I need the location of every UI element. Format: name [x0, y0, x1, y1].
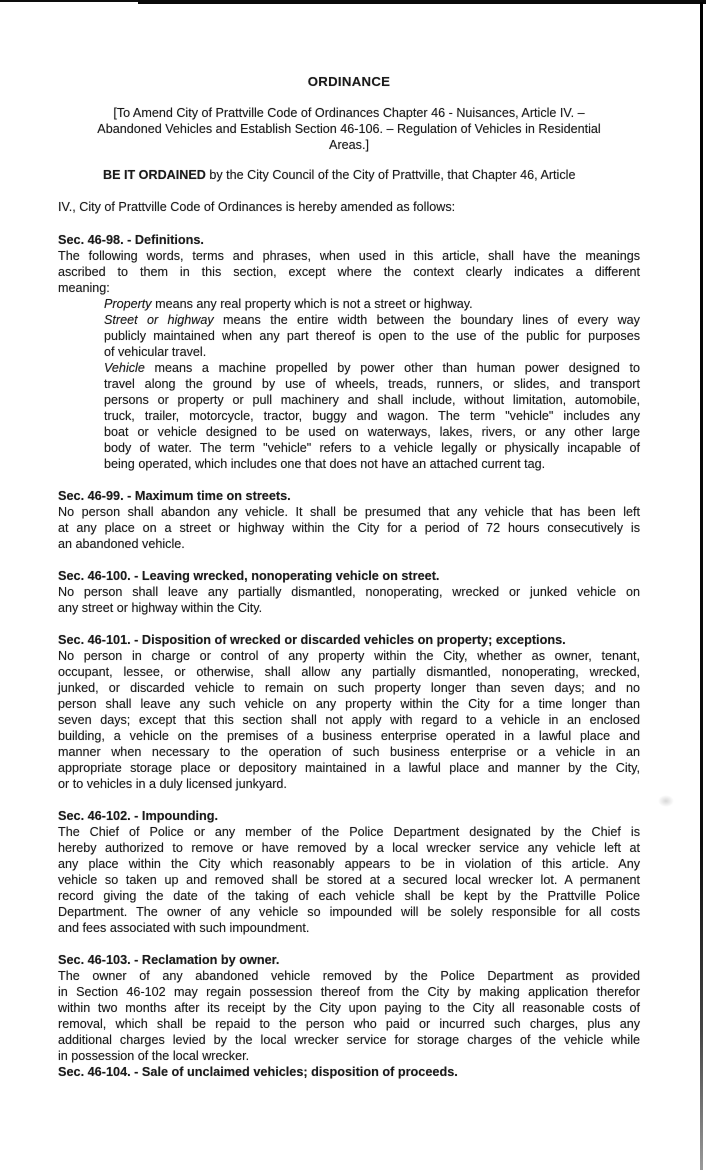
- section-heading: Sec. 46-103. - Reclamation by owner.: [58, 953, 280, 967]
- enacting-clause-line-2: IV., City of Prattville Code of Ordinances is hereby amended as follows:: [58, 200, 456, 214]
- defined-term: Property: [104, 297, 152, 311]
- section: [58, 632, 640, 792]
- paragraph: [58, 968, 640, 1064]
- text-line: The Chief of Police or any member of the Police Department designated by the Chief is: [58, 825, 640, 839]
- text-line: ascribed to them in this section, except where the context clearly indicates a different: [58, 265, 640, 279]
- section: [58, 952, 640, 1064]
- text-line: record giving the date of the taking of each vehicle shall be kept by the Prattville Police: [58, 889, 640, 903]
- text-line: Vehicle means a machine propelled by power other than human power designed to: [104, 361, 640, 375]
- text-line: Street or highway means the entire width between the boundary lines of every way: [104, 313, 640, 327]
- sections: [58, 232, 640, 1080]
- defined-term: Street or highway: [104, 313, 214, 327]
- section-heading: Sec. 46-102. - Impounding.: [58, 809, 219, 823]
- text-line: persons or property or pull machinery and shall include, without limitation, automobile,: [104, 393, 640, 407]
- text-line: junked, or discarded vehicle to remain on such property longer than seven days; and no: [58, 681, 640, 695]
- text-line: Department. The owner of any vehicle so impounded will be solely responsible for all costs: [58, 905, 640, 919]
- section-heading: Sec. 46-98. - Definitions.: [58, 233, 204, 247]
- text-line: meaning:: [58, 281, 110, 295]
- text-line: boat or vehicle designed to be used on waterways, lakes, rivers, or any other large: [104, 425, 640, 439]
- text-line: and fees associated with such impoundment.: [58, 921, 310, 935]
- defined-term: Vehicle: [104, 361, 145, 375]
- text-line: or to vehicles in a duly licensed junkyard.: [58, 777, 287, 791]
- paragraph: [58, 504, 640, 552]
- text-line: The following words, terms and phrases, when used in this article, shall have the meanings: [58, 249, 640, 263]
- preamble: [58, 105, 640, 153]
- paragraph: [58, 248, 640, 296]
- text-line: any place within the City which reasonably appears to be in violation of this article. Any: [58, 857, 640, 871]
- enacting-clause-line-1: [58, 167, 640, 183]
- text-line: additional charges levied by the local wrecker service for storage charges of the vehicle while: [58, 1033, 640, 1047]
- scan-smudge: [658, 795, 674, 807]
- text-line: truck, trailer, motorcycle, tractor, buggy and wagon. The term "vehicle" includes any: [104, 409, 640, 423]
- section: [58, 1064, 640, 1080]
- text-line: person shall leave any such vehicle on any property within the City for a time longer than: [58, 697, 640, 711]
- text-line: Property means any real property which is not a street or highway.: [104, 297, 473, 311]
- text-line: body of water. The term "vehicle" refers to a vehicle legally or physically incapable of: [104, 441, 640, 455]
- section: [58, 568, 640, 616]
- text-line: No person shall abandon any vehicle. It shall be presumed that any vehicle that has been left: [58, 505, 640, 519]
- text-line: being operated, which includes one that does not have an attached current tag.: [104, 457, 546, 471]
- paragraph: [58, 824, 640, 936]
- section-heading: Sec. 46-99. - Maximum time on streets.: [58, 489, 291, 503]
- preamble-line: [To Amend City of Prattville Code of Ordinances Chapter 46 - Nuisances, Article IV. –: [113, 106, 585, 120]
- text-line: occupant, lessee, or otherwise, shall allow any partially dismantled, nonoperating, wrecked,: [58, 665, 640, 679]
- text-line: building, a vehicle on the premises of a business enterprise operated in a lawful place and: [58, 729, 640, 743]
- text-line: an abandoned vehicle.: [58, 537, 185, 551]
- text-line: No person shall leave any partially dismantled, nonoperating, wrecked or junked vehicle on: [58, 585, 640, 599]
- text-line: appropriate storage place or depository maintained in a lawful place and manner by the City,: [58, 761, 640, 775]
- text-line: publicly maintained when any part thereof is open to the use of the public for purposes: [104, 329, 640, 343]
- text-line: travel along the ground by use of wheels, treads, runners, or slides, and transport: [104, 377, 640, 391]
- text-line: manner when necessary to the operation of such business enterprise or a vehicle in an: [58, 745, 640, 759]
- text-line: in Section 46-102 may regain possession thereof from the City by making application therefor: [58, 985, 640, 999]
- text-line: vehicle so taken up and removed shall be stored at a secured local wrecker lot. A permanent: [58, 873, 640, 887]
- paragraph: [58, 584, 640, 616]
- text-line: seven days; except that this section shall not apply with regard to a vehicle in an enclosed: [58, 713, 640, 727]
- paragraph: [58, 360, 640, 472]
- text-line: in possession of the local wrecker.: [58, 1049, 250, 1063]
- text-line: removal, which shall be repaid to the person who paid or incurred such charges, plus any: [58, 1017, 640, 1031]
- section-heading: Sec. 46-100. - Leaving wrecked, nonoperating vehicle on street.: [58, 569, 440, 583]
- section: [58, 488, 640, 552]
- section-heading: Sec. 46-104. - Sale of unclaimed vehicles; disposition of proceeds.: [58, 1065, 458, 1079]
- preamble-line: Areas.]: [329, 138, 369, 152]
- section-heading: Sec. 46-101. - Disposition of wrecked or discarded vehicles on property; exceptions.: [58, 633, 566, 647]
- text-line: The owner of any abandoned vehicle removed by the Police Department as provided: [58, 969, 640, 983]
- paragraph: [58, 648, 640, 792]
- document-content: [58, 0, 640, 1080]
- be-it-ordained-phrase: BE IT ORDAINED: [103, 168, 206, 182]
- paragraph: [58, 296, 640, 312]
- enacting-clause-line-1-rest: by the City Council of the City of Prattville, that Chapter 46, Article: [205, 168, 576, 182]
- scan-edge-right-line: [700, 2, 703, 1170]
- text-line: at any place on a street or highway within the City for a period of 72 hours consecutively is: [58, 521, 640, 535]
- text-line: any street or highway within the City.: [58, 601, 263, 615]
- text-line: of vehicular travel.: [104, 345, 207, 359]
- document-title: ORDINANCE: [307, 74, 391, 89]
- paragraph: [58, 312, 640, 360]
- section: [58, 808, 640, 936]
- preamble-line: Abandoned Vehicles and Establish Section 46-106. – Regulation of Vehicles in Residential: [97, 122, 601, 136]
- text-line: hereby authorized to remove or have removed by a local wrecker service any vehicle left at: [58, 841, 640, 855]
- section: [58, 232, 640, 472]
- text-line: No person in charge or control of any property within the City, whether as owner, tenant,: [58, 649, 640, 663]
- text-line: within two months after its receipt by the City upon paying to the City all reasonable costs of: [58, 1001, 640, 1015]
